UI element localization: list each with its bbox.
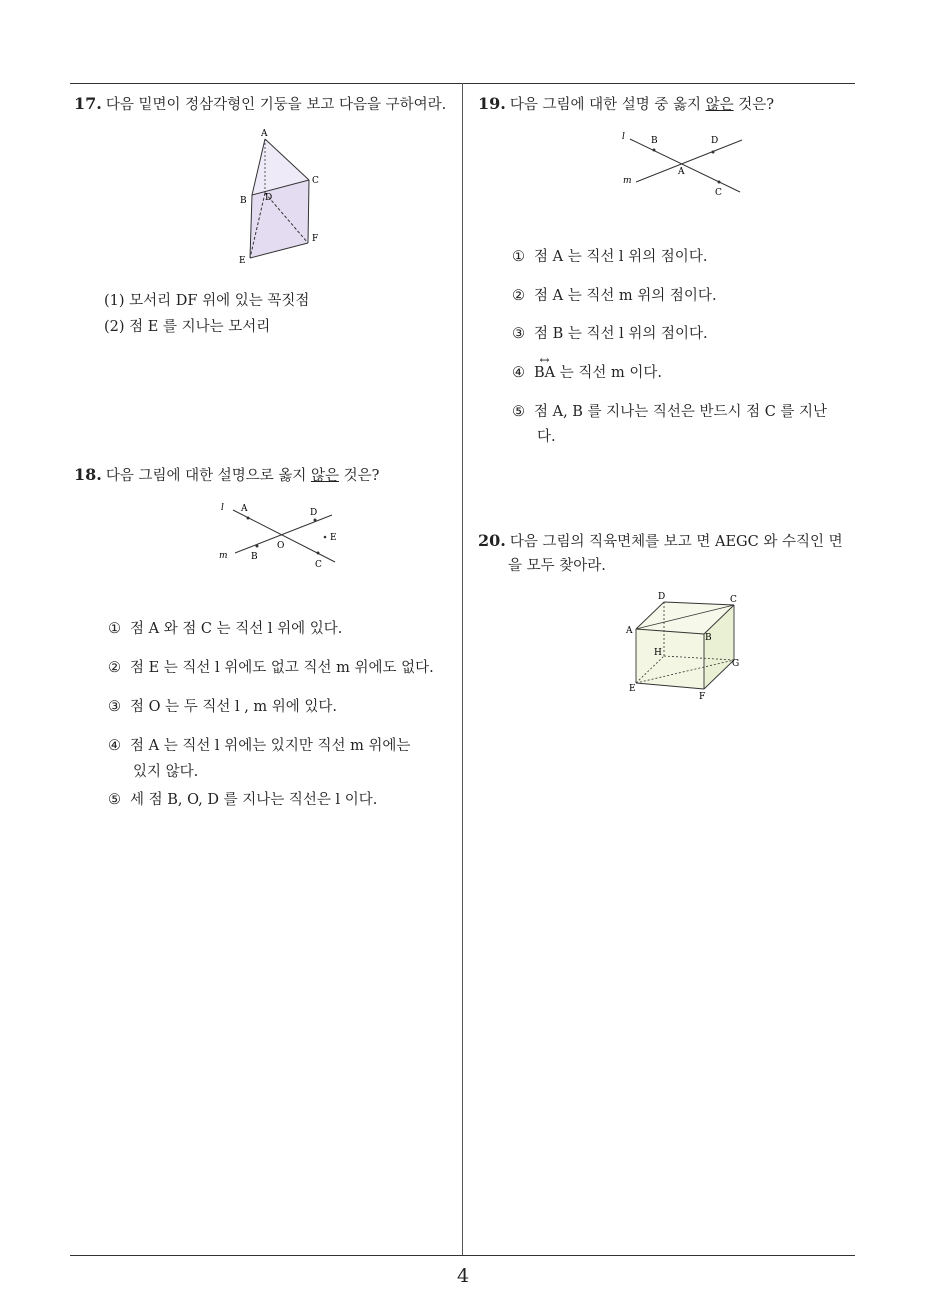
label-D: D [658,592,666,602]
q18-choice-3[interactable] [108,694,337,720]
q18-choice-5[interactable] [108,787,377,813]
q19-choice-3[interactable] [512,321,708,347]
label-m: m [219,551,228,561]
choice-mark: ④ [108,738,121,754]
choice-mark: ⑤ [108,792,121,808]
label-D: D [310,508,318,518]
label-C: C [730,595,737,605]
choice-text: 는 직선 m 이다. [555,365,662,381]
choice-mark: ④ [512,365,525,381]
label-B: B [251,552,258,562]
question-text: 다음 밑면이 정삼각형인 기둥을 보고 다음을 구하여라. [105,97,447,113]
question-text: 다음 그림에 대한 설명으로 옳지 [105,468,311,484]
label-C: C [315,560,322,570]
label-A: A [626,626,633,636]
label-A: A [678,167,685,177]
bottom-rule [70,1255,855,1256]
question-text: 다음 그림의 직육면체를 보고 면 AEGC 와 수직인 면 [509,534,843,550]
label-l: l [221,503,224,513]
label-G: G [732,659,740,669]
choice-mark: ③ [108,699,121,715]
question-number: 17. [74,94,102,113]
label-C: C [312,176,319,186]
question-text-end: 것은? [339,468,380,484]
label-E: E [330,533,337,543]
choice-mark: ⑤ [512,404,525,420]
q19-choice-1[interactable] [512,244,707,270]
choice-text: 점 O 는 두 직선 l , m 위에 있다. [130,699,338,715]
two-lines-figure-19 [618,127,748,199]
choice-mark: ② [108,660,121,676]
label-D: D [711,136,719,146]
label-C: C [715,188,722,198]
label-B: B [651,136,658,146]
label-B: B [240,196,247,206]
question-number: 18. [74,465,102,484]
choice-text: 점 A 는 직선 l 위의 점이다. [534,249,708,265]
choice-text: 점 A, B 를 지나는 직선은 반드시 점 C 를 지난 [534,404,828,420]
question-20-cont: 을 모두 찾아라. [508,558,606,574]
label-A: A [261,129,268,139]
label-m: m [623,176,632,186]
choice-mark: ② [512,288,525,304]
question-text-end: 것은? [733,97,775,113]
underlined-word: 않은 [705,97,734,113]
question-number: 19. [478,94,506,113]
q18-choice-4-cont: 있지 않다. [133,764,199,780]
choice-text: 점 A 는 직선 m 위의 점이다. [534,288,717,304]
cuboid-figure [624,588,744,703]
label-l: l [622,132,625,142]
q18-choice-4[interactable] [108,733,410,759]
question-17 [74,93,459,116]
choice-text: 점 B 는 직선 l 위의 점이다. [534,326,708,342]
label-A: A [241,504,248,514]
label-E: E [239,256,246,266]
question-number: 20. [478,531,506,550]
underlined-word: 않은 [310,468,339,484]
choice-mark: ① [512,249,525,265]
q18-choice-1[interactable] [108,616,342,642]
label-D: D [265,193,273,203]
label-F: F [699,692,706,702]
choice-text: 점 A 는 직선 l 위에는 있지만 직선 m 위에는 [130,738,411,754]
choice-text: 세 점 B, O, D 를 지나는 직선은 l 이다. [130,792,378,808]
choice-text: 점 A 와 점 C 는 직선 l 위에 있다. [130,621,343,637]
label-F: F [312,234,319,244]
q19-choice-2[interactable] [512,283,717,309]
q18-choice-2[interactable] [108,655,434,681]
choice-mark: ① [108,621,121,637]
question-20 [478,530,863,553]
two-lines-figure-18 [215,498,350,573]
label-H: H [654,648,662,658]
question-19 [478,93,858,116]
triangular-prism-figure [228,125,328,270]
q17-item-1: (1) 모서리 DF 위에 있는 꼭짓점 [104,293,310,309]
page-number: 4 [456,1265,470,1287]
question-text: 다음 그림에 대한 설명 중 옳지 [509,97,706,113]
line-notation-BA: ↔ BA [534,360,555,386]
question-18 [74,464,459,487]
column-divider [462,83,463,1255]
choice-text: 점 E 는 직선 l 위에도 없고 직선 m 위에도 없다. [130,660,434,676]
q19-choice-4[interactable] [512,360,662,386]
choice-mark: ③ [512,326,525,342]
label-E: E [629,684,636,694]
q19-choice-5[interactable] [512,399,827,425]
q17-item-2: (2) 점 E 를 지나는 모서리 [104,319,271,335]
label-B: B [705,633,712,643]
label-O: O [277,541,285,551]
q19-choice-5-cont: 다. [537,429,556,445]
